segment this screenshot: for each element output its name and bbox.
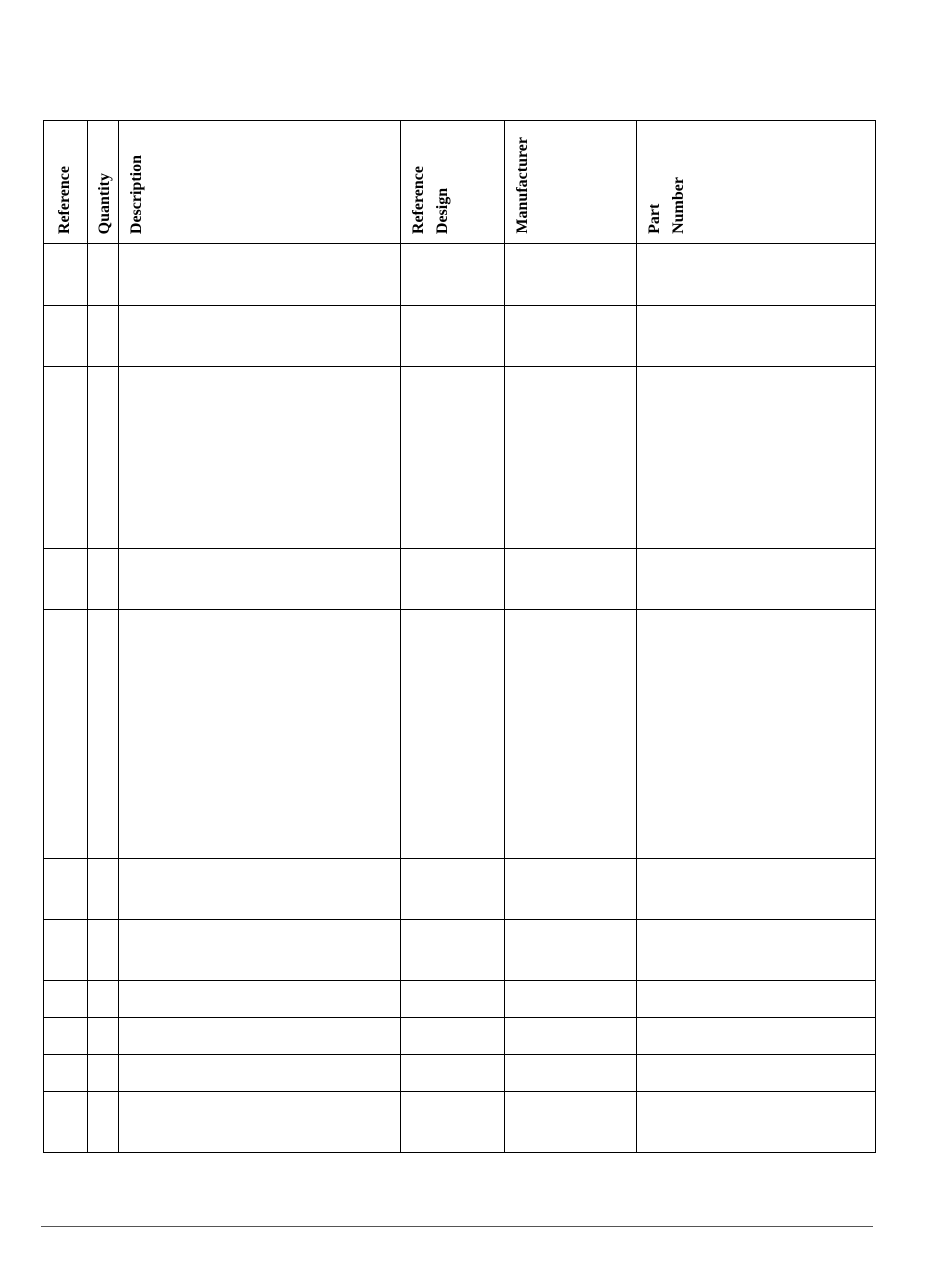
table-row (44, 306, 876, 367)
cell-reference-design (401, 367, 505, 549)
cell-description (119, 1018, 401, 1055)
table-row (44, 367, 876, 549)
cell-part-number (637, 1055, 876, 1092)
header-cell-reference-design (401, 121, 505, 244)
cell-reference-design (401, 1055, 505, 1092)
cell-reference (44, 367, 88, 549)
cell-description (119, 367, 401, 549)
cell-manufacturer (505, 981, 637, 1018)
cell-part-number (637, 306, 876, 367)
header-cell-reference (44, 121, 88, 244)
cell-reference (44, 244, 88, 306)
cell-reference (44, 1055, 88, 1092)
cell-part-number (637, 549, 876, 610)
cell-reference-design (401, 981, 505, 1018)
table-row (44, 1018, 876, 1055)
header-row (44, 121, 876, 244)
table-row (44, 244, 876, 306)
cell-description (119, 610, 401, 859)
header-cell-description (119, 121, 401, 244)
header-manufacturer-label: Manufacturer (514, 137, 531, 234)
cell-manufacturer (505, 610, 637, 859)
cell-reference (44, 920, 88, 981)
cell-reference-design (401, 610, 505, 859)
cell-description (119, 244, 401, 306)
cell-part-number (637, 610, 876, 859)
cell-quantity (88, 920, 119, 981)
cell-quantity (88, 981, 119, 1018)
cell-reference-design (401, 1092, 505, 1153)
cell-description (119, 981, 401, 1018)
table-row (44, 920, 876, 981)
cell-part-number (637, 920, 876, 981)
cell-part-number (637, 1092, 876, 1153)
cell-reference (44, 610, 88, 859)
table-row (44, 610, 876, 859)
table-row (44, 549, 876, 610)
cell-description (119, 859, 401, 920)
header-description-label: Description (128, 154, 145, 234)
cell-quantity (88, 859, 119, 920)
header-cell-part-number (637, 121, 876, 244)
cell-manufacturer (505, 859, 637, 920)
cell-quantity (88, 549, 119, 610)
cell-reference (44, 1018, 88, 1055)
cell-manufacturer (505, 1092, 637, 1153)
cell-reference (44, 306, 88, 367)
header-cell-quantity (88, 121, 119, 244)
cell-part-number (637, 981, 876, 1018)
table-row (44, 981, 876, 1018)
cell-description (119, 306, 401, 367)
cell-manufacturer (505, 920, 637, 981)
cell-manufacturer (505, 1055, 637, 1092)
cell-quantity (88, 244, 119, 306)
table-row (44, 1055, 876, 1092)
cell-reference-design (401, 306, 505, 367)
cell-reference (44, 859, 88, 920)
cell-part-number (637, 859, 876, 920)
table-row (44, 859, 876, 920)
cell-manufacturer (505, 1018, 637, 1055)
cell-description (119, 549, 401, 610)
header-quantity-label: Quantity (96, 172, 113, 234)
footer-divider (41, 1226, 873, 1227)
header-part-number-label: Part Number (646, 177, 687, 234)
cell-part-number (637, 367, 876, 549)
parts-list-table (43, 120, 876, 1153)
cell-part-number (637, 1018, 876, 1055)
cell-reference-design (401, 859, 505, 920)
cell-reference (44, 1092, 88, 1153)
cell-description (119, 920, 401, 981)
cell-manufacturer (505, 549, 637, 610)
cell-quantity (88, 1092, 119, 1153)
cell-quantity (88, 610, 119, 859)
cell-reference-design (401, 920, 505, 981)
header-cell-manufacturer (505, 121, 637, 244)
cell-manufacturer (505, 244, 637, 306)
cell-quantity (88, 306, 119, 367)
cell-quantity (88, 1018, 119, 1055)
cell-quantity (88, 367, 119, 549)
header-reference-label: Reference (56, 165, 73, 234)
cell-reference-design (401, 549, 505, 610)
cell-reference (44, 549, 88, 610)
cell-reference (44, 981, 88, 1018)
cell-reference-design (401, 244, 505, 306)
table-row (44, 1092, 876, 1153)
cell-part-number (637, 244, 876, 306)
cell-description (119, 1055, 401, 1092)
cell-description (119, 1092, 401, 1153)
header-reference-design-label: Reference Design (410, 165, 451, 234)
cell-reference-design (401, 1018, 505, 1055)
cell-quantity (88, 1055, 119, 1092)
cell-manufacturer (505, 306, 637, 367)
cell-manufacturer (505, 367, 637, 549)
